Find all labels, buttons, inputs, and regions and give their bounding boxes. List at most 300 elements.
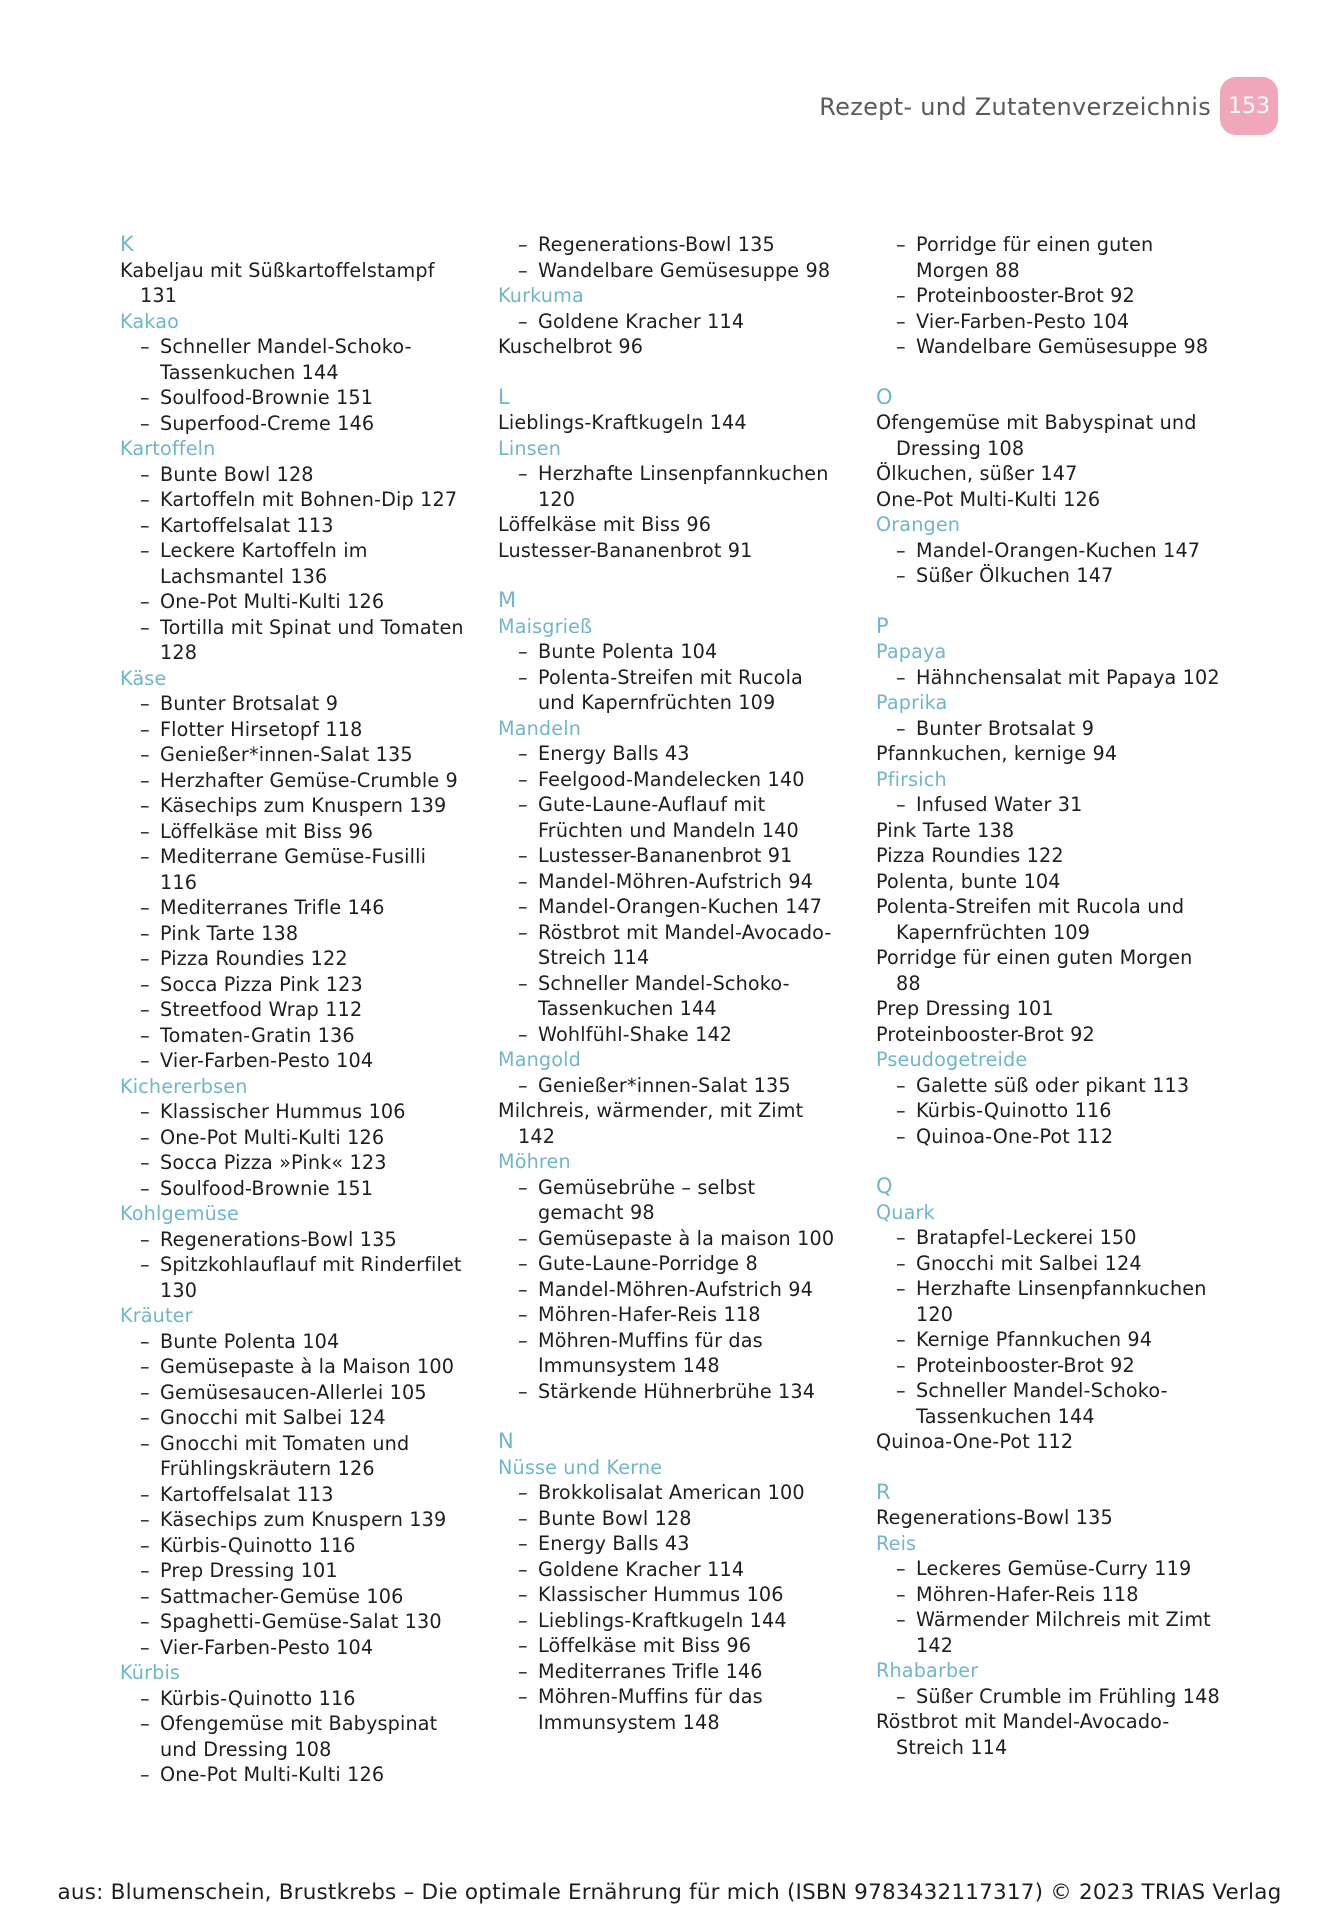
- page-number-badge: 153: [1220, 77, 1278, 135]
- index-subentry: [498, 1328, 844, 1379]
- index-subentry: [876, 538, 1222, 564]
- index-subentry: [120, 1558, 466, 1584]
- index-subentry: [120, 1405, 466, 1431]
- index-subentry: [498, 1557, 844, 1583]
- index-subentry: [876, 792, 1222, 818]
- dash-bullet: –: [140, 462, 150, 486]
- index-section: [876, 1480, 1222, 1761]
- index-entry: [876, 869, 1222, 895]
- index-entry-text: One-Pot Multi-Kulti 126: [160, 1125, 385, 1149]
- dash-bullet: –: [518, 1608, 528, 1632]
- index-category: [876, 512, 1222, 538]
- index-subentry: [120, 1533, 466, 1559]
- index-entry-text: Proteinbooster-Brot 92: [916, 284, 1135, 307]
- index-entry-text: Gemüsepaste à la maison 100: [538, 1226, 835, 1250]
- index-entry-text: Mangold: [498, 1048, 581, 1071]
- index-entry-text: Lustesser-Bananenbrot 91: [538, 844, 793, 867]
- dash-bullet: –: [896, 1226, 906, 1249]
- index-entry-text: Genießer*innen-Salat 135: [160, 743, 413, 766]
- dash-bullet: –: [140, 1253, 150, 1276]
- index-entry-text: Feelgood-Mandelecken 140: [538, 767, 805, 791]
- index-entry: [876, 818, 1222, 844]
- index-entry-text: Hähnchensalat mit Papaya 102: [916, 665, 1220, 689]
- dash-bullet: –: [518, 895, 528, 918]
- dash-bullet: –: [518, 1557, 528, 1581]
- index-entry-text: Bunte Polenta 104: [160, 1329, 340, 1353]
- dash-bullet: –: [896, 309, 906, 333]
- index-section: [498, 588, 844, 1404]
- index-entry-text: Quinoa-One-Pot 112: [916, 1124, 1114, 1148]
- index-entry-text: Regenerations-Bowl 135: [538, 233, 775, 256]
- index-subentry: [498, 1659, 844, 1685]
- dash-bullet: –: [140, 1508, 150, 1531]
- dash-bullet: –: [518, 233, 528, 256]
- index-subentry: [120, 1125, 466, 1151]
- dash-bullet: –: [896, 233, 906, 256]
- dash-bullet: –: [140, 1712, 150, 1735]
- index-subentry: [498, 1175, 844, 1226]
- dash-bullet: –: [896, 1328, 906, 1351]
- index-entry-text: Kurkuma: [498, 284, 584, 307]
- index-subentry: [120, 1507, 466, 1533]
- index-entry-text: Prep Dressing 101: [876, 997, 1054, 1020]
- index-subentry: [120, 589, 466, 615]
- index-entry-text: Löffelkäse mit Biss 96: [498, 513, 712, 536]
- index-subentry: [120, 1354, 466, 1380]
- index-category: [498, 436, 844, 462]
- dash-bullet: –: [518, 1583, 528, 1606]
- index-subentry: [876, 1225, 1222, 1251]
- index-entry-text: Bunte Bowl 128: [160, 462, 314, 486]
- index-subentry: [120, 385, 466, 411]
- index-subentry: [120, 1176, 466, 1202]
- index-entry-text: Mediterranes Trifle 146: [538, 1659, 763, 1683]
- index-entry-text: Käsechips zum Knuspern 139: [160, 1508, 447, 1531]
- index-subentry: [120, 844, 466, 895]
- index-subentry: [498, 309, 844, 335]
- index-entry-text: Wandelbare Gemüsesuppe 98: [916, 335, 1209, 358]
- index-entry-text: Bratapfel-Leckerei 150: [916, 1226, 1137, 1249]
- index-entry-text: Möhren: [498, 1150, 571, 1173]
- index-category: [120, 1201, 466, 1227]
- index-subentry: [120, 462, 466, 488]
- index-entry-text: Bunte Polenta 104: [538, 640, 718, 663]
- dash-bullet: –: [140, 615, 150, 639]
- index-subentry: [120, 487, 466, 513]
- index-entry-text: Pfannkuchen, kernige 94: [876, 742, 1118, 765]
- index-entry-text: Kräuter: [120, 1304, 193, 1327]
- dash-bullet: –: [896, 1582, 906, 1606]
- index-subentry: [876, 1124, 1222, 1150]
- index-entry-text: Gnocchi mit Salbei 124: [160, 1406, 386, 1429]
- index-category: [120, 436, 466, 462]
- index-entry-text: Tomaten-Gratin 136: [160, 1023, 355, 1047]
- index-subentry: [120, 1380, 466, 1406]
- index-entry: [876, 741, 1222, 767]
- index-entry-text: Milchreis, wärmender, mit Zimt 142: [498, 1099, 804, 1148]
- index-subentry: [498, 1633, 844, 1659]
- index-subentry: [498, 1608, 844, 1634]
- index-entry: [876, 1429, 1222, 1455]
- index-subentry: [120, 1048, 466, 1074]
- index-column-1: [120, 232, 466, 1788]
- dash-bullet: –: [140, 1151, 150, 1174]
- dash-bullet: –: [140, 513, 150, 537]
- index-entry-text: Kakao: [120, 309, 180, 333]
- index-category: [498, 716, 844, 742]
- index-entry-text: Goldene Kracher 114: [538, 309, 745, 333]
- index-category: [120, 666, 466, 692]
- index-category: [120, 309, 466, 335]
- dash-bullet: –: [518, 1277, 528, 1301]
- index-entry-text: Pink Tarte 138: [876, 818, 1015, 842]
- index-entry-text: Käsechips zum Knuspern 139: [160, 794, 447, 817]
- index-entry-text: Gemüsebrühe – selbst gemacht 98: [538, 1175, 756, 1224]
- dash-bullet: –: [518, 920, 528, 944]
- index-entry-text: Polenta-Streifen mit Rucola und Kapernfrüchten 109: [538, 665, 803, 714]
- index-entry-text: Superfood-Creme 146: [160, 411, 375, 435]
- index-entry-text: Polenta-Streifen mit Rucola und Kapernfrüchten 109: [876, 895, 1185, 944]
- index-subentry: [120, 946, 466, 972]
- index-entry-text: Pink Tarte 138: [160, 921, 299, 945]
- dash-bullet: –: [140, 692, 150, 715]
- index-subentry: [876, 1098, 1222, 1124]
- index-entry-text: Linsen: [498, 436, 562, 460]
- index-subentry: [120, 1609, 466, 1635]
- index-entry-text: Vier-Farben-Pesto 104: [160, 1635, 374, 1659]
- index-subentry: [498, 258, 844, 284]
- dash-bullet: –: [896, 1277, 906, 1300]
- index-entry-text: Porridge für einen guten Morgen 88: [876, 946, 1193, 995]
- index-subentry: [498, 232, 844, 258]
- dash-bullet: –: [140, 386, 150, 409]
- index-entry-text: Nüsse und Kerne: [498, 1455, 663, 1479]
- dash-bullet: –: [896, 335, 906, 358]
- index-entry-text: Pizza Roundies 122: [876, 844, 1064, 867]
- index-letter-heading: Q: [876, 1174, 893, 1198]
- dash-bullet: –: [896, 564, 906, 587]
- dash-bullet: –: [518, 462, 528, 485]
- dash-bullet: –: [140, 845, 150, 868]
- index-subentry: [876, 309, 1222, 335]
- index-category: [120, 1660, 466, 1686]
- dash-bullet: –: [140, 819, 150, 843]
- index-subentry: [498, 1506, 844, 1532]
- index-subentry: [498, 1531, 844, 1557]
- index-entry-text: Mandel-Orangen-Kuchen 147: [538, 895, 823, 918]
- index-entry-text: Möhren-Hafer-Reis 118: [916, 1582, 1139, 1606]
- index-section: [876, 1174, 1222, 1455]
- index-entry-text: Pfirsich: [876, 767, 947, 791]
- index-entry-text: Papaya: [876, 640, 947, 663]
- index-entry-text: Leckere Kartoffeln im Lachsmantel 136: [160, 539, 368, 588]
- index-category: [498, 1047, 844, 1073]
- index-subentry: [498, 894, 844, 920]
- dash-bullet: –: [518, 1226, 528, 1250]
- index-entry: [498, 410, 844, 436]
- index-entry-text: Sattmacher-Gemüse 106: [160, 1584, 404, 1608]
- index-entry-text: Möhren-Muffins für das Immunsystem 148: [538, 1328, 763, 1377]
- index-entry-text: Galette süß oder pikant 113: [916, 1073, 1190, 1097]
- index-entry-text: Ofengemüse mit Babyspinat und Dressing 108: [160, 1712, 438, 1761]
- index-entry-text: Regenerations-Bowl 135: [876, 1506, 1113, 1529]
- dash-bullet: –: [140, 717, 150, 741]
- index-entry-text: Mandeln: [498, 716, 581, 740]
- index-entry-text: Kürbis: [120, 1661, 181, 1684]
- dash-bullet: –: [518, 767, 528, 791]
- dash-bullet: –: [518, 258, 528, 282]
- dash-bullet: –: [518, 1175, 528, 1199]
- dash-bullet: –: [140, 1023, 150, 1047]
- index-entry: [876, 1505, 1222, 1531]
- index-subentry: [498, 1277, 844, 1303]
- index-subentry: [120, 742, 466, 768]
- index-subentry: [120, 615, 466, 666]
- dash-bullet: –: [896, 665, 906, 689]
- dash-bullet: –: [518, 1685, 528, 1708]
- index-entry-text: Proteinbooster-Brot 92: [876, 1022, 1095, 1046]
- dash-bullet: –: [518, 1022, 528, 1046]
- index-entry-text: Gemüsesaucen-Allerlei 105: [160, 1380, 427, 1404]
- dash-bullet: –: [140, 1406, 150, 1429]
- index-entry-text: Infused Water 31: [916, 793, 1083, 816]
- index-subentry: [120, 691, 466, 717]
- dash-bullet: –: [518, 1506, 528, 1530]
- source-footer: aus: Blumenschein, Brustkrebs – Die optimale Ernährung für mich (ISBN 9783432117317) © 2023 TRIAS Verlag: [57, 1880, 1282, 1905]
- dash-bullet: –: [518, 309, 528, 333]
- index-entry-text: Gnocchi mit Tomaten und Frühlingskräutern 126: [160, 1431, 410, 1480]
- dash-bullet: –: [518, 1481, 528, 1504]
- index-entry-text: Socca Pizza »Pink« 123: [160, 1151, 387, 1174]
- dash-bullet: –: [140, 1635, 150, 1659]
- index-category: [876, 1200, 1222, 1226]
- dash-bullet: –: [518, 971, 528, 995]
- running-header-title: Rezept- und Zutatenverzeichnis: [819, 93, 1211, 121]
- index-subentry: [120, 1099, 466, 1125]
- index-entry-text: Streetfood Wrap 112: [160, 998, 363, 1021]
- dash-bullet: –: [140, 1482, 150, 1506]
- index-entry-text: Wandelbare Gemüsesuppe 98: [538, 258, 831, 282]
- index-entry-text: Vier-Farben-Pesto 104: [160, 1049, 374, 1072]
- index-subentry: [876, 1276, 1222, 1327]
- index-section: [876, 614, 1222, 1150]
- index-subentry: [120, 1227, 466, 1253]
- index-entry-text: Wohlfühl-Shake 142: [538, 1022, 733, 1046]
- index-entry-text: Süßer Crumble im Frühling 148: [916, 1684, 1220, 1708]
- index-category: [876, 690, 1222, 716]
- index-entry-text: Kartoffeln: [120, 437, 216, 460]
- index-subentry: [120, 1252, 466, 1303]
- index-entry-text: Klassischer Hummus 106: [538, 1583, 784, 1606]
- index-section: [498, 232, 844, 360]
- dash-bullet: –: [140, 411, 150, 435]
- dash-bullet: –: [896, 793, 906, 816]
- index-entry-text: Socca Pizza Pink 123: [160, 972, 363, 996]
- index-entry-text: Lieblings-Kraftkugeln 144: [498, 411, 747, 434]
- index-entry: [498, 512, 844, 538]
- index-subentry: [876, 1556, 1222, 1582]
- index-subentry: [120, 513, 466, 539]
- index-entry-text: Lieblings-Kraftkugeln 144: [538, 1608, 787, 1632]
- index-entry-text: Schneller Mandel-Schoko-Tassenkuchen 144: [916, 1379, 1168, 1428]
- index-entry-text: Schneller Mandel-Schoko-Tassenkuchen 144: [160, 335, 412, 384]
- index-entry-text: Goldene Kracher 114: [538, 1557, 745, 1581]
- dash-bullet: –: [140, 972, 150, 996]
- index-section: [876, 385, 1222, 589]
- index-section: [498, 385, 844, 564]
- dash-bullet: –: [140, 1125, 150, 1149]
- index-subentry: [876, 1607, 1222, 1658]
- index-entry: [120, 258, 466, 309]
- index-subentry: [120, 895, 466, 921]
- index-entry: [876, 945, 1222, 996]
- index-entry-text: One-Pot Multi-Kulti 126: [160, 1763, 385, 1786]
- dash-bullet: –: [896, 716, 906, 740]
- index-entry-text: Rhabarber: [876, 1659, 979, 1682]
- index-entry-text: Genießer*innen-Salat 135: [538, 1073, 791, 1097]
- index-subentry: [498, 1379, 844, 1405]
- index-subentry: [120, 411, 466, 437]
- index-entry-text: Vier-Farben-Pesto 104: [916, 309, 1130, 333]
- index-entry-text: One-Pot Multi-Kulti 126: [160, 590, 385, 613]
- index-entry-text: Quinoa-One-Pot 112: [876, 1430, 1074, 1453]
- index-entry-text: Soulfood-Brownie 151: [160, 1176, 374, 1200]
- index-entry-text: Löffelkäse mit Biss 96: [160, 819, 374, 843]
- dash-bullet: –: [518, 665, 528, 689]
- index-subentry: [120, 768, 466, 794]
- dash-bullet: –: [518, 1328, 528, 1352]
- dash-bullet: –: [140, 1763, 150, 1786]
- index-subentry: [498, 741, 844, 767]
- index-subentry: [876, 716, 1222, 742]
- dash-bullet: –: [140, 1380, 150, 1404]
- index-entry-text: Spitzkohlauflauf mit Rinderfilet 130: [160, 1253, 462, 1302]
- dash-bullet: –: [518, 844, 528, 867]
- index-entry-text: Reis: [876, 1531, 917, 1555]
- index-subentry: [498, 1480, 844, 1506]
- index-entry-text: Mandel-Orangen-Kuchen 147: [916, 538, 1201, 562]
- index-subentry: [120, 538, 466, 589]
- dash-bullet: –: [140, 896, 150, 919]
- index-category: [876, 1531, 1222, 1557]
- dash-bullet: –: [518, 869, 528, 893]
- dash-bullet: –: [140, 539, 150, 562]
- dash-bullet: –: [140, 1431, 150, 1455]
- index-entry: [876, 487, 1222, 513]
- index-entry-text: Pseudogetreide: [876, 1048, 1028, 1071]
- index-subentry: [120, 1635, 466, 1661]
- index-entry: [498, 538, 844, 564]
- index-entry-text: Wärmender Milchreis mit Zimt 142: [916, 1608, 1211, 1657]
- dash-bullet: –: [140, 1329, 150, 1353]
- index-subentry: [876, 1073, 1222, 1099]
- index-entry-text: Gute-Laune-Auflauf mit Früchten und Mandeln 140: [538, 793, 799, 842]
- index-entry-text: Herzhafter Gemüse-Crumble 9: [160, 768, 458, 792]
- index-letter-heading: N: [498, 1429, 514, 1453]
- index-subentry: [876, 283, 1222, 309]
- index-entry-text: Regenerations-Bowl 135: [160, 1227, 397, 1251]
- dash-bullet: –: [140, 1559, 150, 1582]
- index-subentry: [498, 1226, 844, 1252]
- dash-bullet: –: [140, 1610, 150, 1633]
- dash-bullet: –: [896, 1353, 906, 1377]
- dash-bullet: –: [518, 793, 528, 816]
- index-category: [498, 1455, 844, 1481]
- index-subentry: [498, 1022, 844, 1048]
- dash-bullet: –: [140, 335, 150, 358]
- index-letter-heading: R: [876, 1479, 891, 1504]
- index-subentry: [876, 1684, 1222, 1710]
- index-section: [498, 1429, 844, 1735]
- index-entry-text: Kuschelbrot 96: [498, 335, 644, 358]
- index-subentry: [120, 1711, 466, 1762]
- index-subentry: [876, 1378, 1222, 1429]
- index-subentry: [498, 843, 844, 869]
- index-subentry: [498, 869, 844, 895]
- index-entry-text: Kernige Pfannkuchen 94: [916, 1328, 1153, 1351]
- index-entry-text: Proteinbooster-Brot 92: [916, 1353, 1135, 1377]
- index-entry-text: Maisgrieß: [498, 614, 593, 638]
- dash-bullet: –: [518, 1303, 528, 1326]
- index-entry-text: Flotter Hirsetopf 118: [160, 717, 363, 741]
- dash-bullet: –: [140, 1355, 150, 1378]
- dash-bullet: –: [140, 947, 150, 970]
- index-entry-text: Kartoffelsalat 113: [160, 1482, 334, 1506]
- index-entry-text: Bunter Brotsalat 9: [916, 716, 1095, 740]
- index-entry-text: Ofengemüse mit Babyspinat und Dressing 108: [876, 411, 1197, 460]
- index-subentry: [876, 563, 1222, 589]
- index-entry-text: Stärkende Hühnerbrühe 134: [538, 1379, 816, 1403]
- index-entry-text: Kohlgemüse: [120, 1202, 239, 1225]
- dash-bullet: –: [896, 1608, 906, 1631]
- index-subentry: [120, 1584, 466, 1610]
- index-subentry: [498, 1582, 844, 1608]
- index-subentry: [498, 639, 844, 665]
- index-category: [120, 1303, 466, 1329]
- dash-bullet: –: [140, 1686, 150, 1710]
- index-section: [876, 232, 1222, 360]
- index-subentry: [876, 1327, 1222, 1353]
- index-letter-heading: P: [876, 613, 889, 638]
- dash-bullet: –: [896, 1557, 906, 1580]
- index-entry: [876, 894, 1222, 945]
- index-subentry: [120, 921, 466, 947]
- index-entry-text: Kartoffelsalat 113: [160, 513, 334, 537]
- index-category: [876, 1658, 1222, 1684]
- index-subentry: [498, 792, 844, 843]
- dash-bullet: –: [518, 1634, 528, 1657]
- index-entry-text: Herzhafte Linsenpfannkuchen 120: [538, 462, 829, 511]
- index-entry-text: Gute-Laune-Porridge 8: [538, 1252, 758, 1275]
- dash-bullet: –: [896, 284, 906, 307]
- index-column-2: [498, 232, 844, 1735]
- index-entry-text: Käse: [120, 666, 167, 690]
- dash-bullet: –: [140, 743, 150, 766]
- index-letter-heading: K: [120, 232, 134, 256]
- index-entry-text: Prep Dressing 101: [160, 1559, 338, 1582]
- index-entry: [876, 461, 1222, 487]
- index-subentry: [120, 1329, 466, 1355]
- index-entry-text: Kartoffeln mit Bohnen-Dip 127: [160, 488, 458, 511]
- index-entry-text: Energy Balls 43: [538, 1532, 690, 1555]
- dash-bullet: –: [518, 742, 528, 765]
- index-subentry: [498, 971, 844, 1022]
- index-entry-text: Spaghetti-Gemüse-Salat 130: [160, 1610, 442, 1633]
- index-entry-text: Mandel-Möhren-Aufstrich 94: [538, 869, 814, 893]
- index-entry-text: Leckeres Gemüse-Curry 119: [916, 1557, 1192, 1580]
- index-entry-text: Soulfood-Brownie 151: [160, 386, 374, 409]
- index-subentry: [120, 717, 466, 743]
